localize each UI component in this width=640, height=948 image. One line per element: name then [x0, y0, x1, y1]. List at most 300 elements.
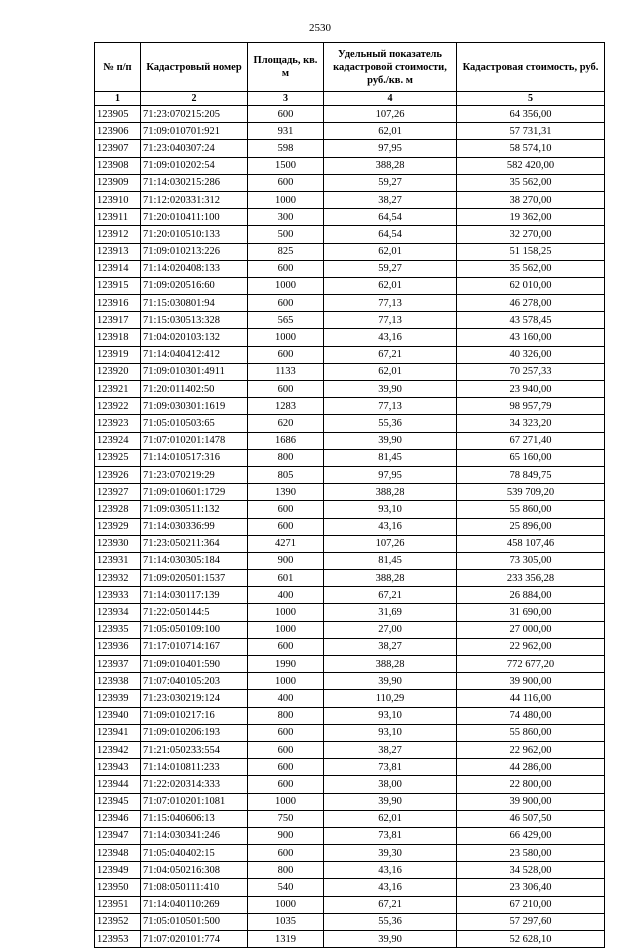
row-number: 123951 [95, 896, 141, 913]
table-row [95, 793, 605, 810]
table-row [95, 827, 605, 844]
cadastral-cost: 43 160,00 [457, 329, 605, 346]
area-value: 931 [248, 123, 324, 140]
cadastral-number: 71:22:020314:333 [141, 776, 248, 793]
table-row [95, 810, 605, 827]
table-row [95, 587, 605, 604]
row-number: 123909 [95, 174, 141, 191]
unit-value: 388,28 [324, 157, 457, 174]
cadastral-number: 71:09:010206:193 [141, 724, 248, 741]
table-row [95, 501, 605, 518]
cadastral-number: 71:20:010510:133 [141, 226, 248, 243]
unit-value: 388,28 [324, 656, 457, 673]
table-row [95, 484, 605, 501]
row-number: 123908 [95, 157, 141, 174]
cadastral-number: 71:09:010701:921 [141, 123, 248, 140]
cadastral-number: 71:23:030219:124 [141, 690, 248, 707]
cadastral-number: 71:14:030215:286 [141, 174, 248, 191]
cadastral-cost: 74 480,00 [457, 707, 605, 724]
page-number: 2530 [309, 22, 331, 34]
area-value: 1319 [248, 931, 324, 948]
area-value: 750 [248, 810, 324, 827]
unit-value: 77,13 [324, 398, 457, 415]
cadastral-cost: 70 257,33 [457, 363, 605, 380]
table-row [95, 570, 605, 587]
unit-value: 73,81 [324, 759, 457, 776]
cadastral-number: 71:14:010517:316 [141, 449, 248, 466]
row-number: 123914 [95, 260, 141, 277]
unit-value: 43,16 [324, 862, 457, 879]
cadastral-cost: 772 677,20 [457, 656, 605, 673]
row-number: 123949 [95, 862, 141, 879]
cadastral-cost: 25 896,00 [457, 518, 605, 535]
column-number: 5 [457, 92, 605, 106]
area-value: 800 [248, 707, 324, 724]
table-row [95, 776, 605, 793]
table-row [95, 381, 605, 398]
cadastral-cost: 65 160,00 [457, 449, 605, 466]
row-number: 123940 [95, 707, 141, 724]
cadastral-number: 71:04:020103:132 [141, 329, 248, 346]
unit-value: 39,90 [324, 793, 457, 810]
cadastral-cost: 458 107,46 [457, 535, 605, 552]
unit-value: 39,30 [324, 845, 457, 862]
cadastral-cost: 44 286,00 [457, 759, 605, 776]
cadastral-cost: 35 562,00 [457, 174, 605, 191]
area-value: 1500 [248, 157, 324, 174]
table-header-row [95, 43, 605, 92]
header-unit-value: Удельный показатель кадастровой стоимости, руб./кв. м [324, 43, 457, 92]
unit-value: 73,81 [324, 827, 457, 844]
unit-value: 55,36 [324, 913, 457, 930]
cadastral-number: 71:09:010217:16 [141, 707, 248, 724]
table-row [95, 759, 605, 776]
row-number: 123930 [95, 535, 141, 552]
unit-value: 38,27 [324, 191, 457, 208]
cadastral-cost: 46 507,50 [457, 810, 605, 827]
unit-value: 62,01 [324, 123, 457, 140]
row-number: 123952 [95, 913, 141, 930]
row-number: 123911 [95, 209, 141, 226]
cadastral-number: 71:23:070219:29 [141, 466, 248, 483]
cadastral-number: 71:23:070215:205 [141, 106, 248, 123]
cadastral-cost: 22 962,00 [457, 741, 605, 758]
area-value: 1000 [248, 793, 324, 810]
unit-value: 38,27 [324, 638, 457, 655]
cadastral-cost: 51 158,25 [457, 243, 605, 260]
cadastral-cost: 62 010,00 [457, 277, 605, 294]
cadastral-number: 71:20:010411:100 [141, 209, 248, 226]
unit-value: 388,28 [324, 484, 457, 501]
row-number: 123934 [95, 604, 141, 621]
row-number: 123917 [95, 312, 141, 329]
table-row [95, 363, 605, 380]
cadastral-cost: 67 271,40 [457, 432, 605, 449]
cadastral-cost: 23 580,00 [457, 845, 605, 862]
row-number: 123936 [95, 638, 141, 655]
cadastral-cost: 35 562,00 [457, 260, 605, 277]
row-number: 123947 [95, 827, 141, 844]
area-value: 1686 [248, 432, 324, 449]
row-number: 123920 [95, 363, 141, 380]
unit-value: 43,16 [324, 329, 457, 346]
area-value: 540 [248, 879, 324, 896]
table-row [95, 174, 605, 191]
area-value: 600 [248, 776, 324, 793]
unit-value: 62,01 [324, 363, 457, 380]
area-value: 598 [248, 140, 324, 157]
row-number: 123938 [95, 673, 141, 690]
area-value: 600 [248, 638, 324, 655]
area-value: 600 [248, 759, 324, 776]
table-row [95, 673, 605, 690]
unit-value: 93,10 [324, 501, 457, 518]
unit-value: 81,45 [324, 552, 457, 569]
area-value: 600 [248, 260, 324, 277]
cadastral-cost: 55 860,00 [457, 724, 605, 741]
row-number: 123937 [95, 656, 141, 673]
unit-value: 97,95 [324, 140, 457, 157]
cadastral-number: 71:14:040412:412 [141, 346, 248, 363]
cadastral-number: 71:09:010601:1729 [141, 484, 248, 501]
cadastral-number: 71:22:050144:5 [141, 604, 248, 621]
header-number: № п/п [95, 43, 141, 92]
cadastral-cost: 22 962,00 [457, 638, 605, 655]
cadastral-cost: 34 323,20 [457, 415, 605, 432]
row-number: 123953 [95, 931, 141, 948]
area-value: 400 [248, 587, 324, 604]
cadastral-number: 71:05:010501:500 [141, 913, 248, 930]
cadastral-number: 71:09:010301:4911 [141, 363, 248, 380]
unit-value: 67,21 [324, 896, 457, 913]
cadastral-number: 71:15:040606:13 [141, 810, 248, 827]
cadastral-number: 71:14:030336:99 [141, 518, 248, 535]
table-row [95, 140, 605, 157]
unit-value: 81,45 [324, 449, 457, 466]
cadastral-cost: 32 270,00 [457, 226, 605, 243]
unit-value: 59,27 [324, 174, 457, 191]
table-row [95, 432, 605, 449]
header-area: Площадь, кв. м [248, 43, 324, 92]
cadastral-number: 71:05:040402:15 [141, 845, 248, 862]
cadastral-cost: 55 860,00 [457, 501, 605, 518]
table-row [95, 157, 605, 174]
unit-value: 64,54 [324, 226, 457, 243]
unit-value: 93,10 [324, 707, 457, 724]
area-value: 600 [248, 724, 324, 741]
unit-value: 39,90 [324, 931, 457, 948]
cadastral-number: 71:20:011402:50 [141, 381, 248, 398]
area-value: 565 [248, 312, 324, 329]
unit-value: 93,10 [324, 724, 457, 741]
cadastral-number: 71:15:030801:94 [141, 295, 248, 312]
area-value: 600 [248, 295, 324, 312]
row-number: 123948 [95, 845, 141, 862]
area-value: 400 [248, 690, 324, 707]
area-value: 1000 [248, 277, 324, 294]
area-value: 600 [248, 501, 324, 518]
cadastral-cost: 73 305,00 [457, 552, 605, 569]
cadastral-number: 71:09:030511:132 [141, 501, 248, 518]
cadastral-cost: 39 900,00 [457, 793, 605, 810]
area-value: 600 [248, 174, 324, 191]
cadastral-cost: 23 940,00 [457, 381, 605, 398]
table-row [95, 862, 605, 879]
cadastral-number: 71:04:050216:308 [141, 862, 248, 879]
table-row [95, 621, 605, 638]
unit-value: 64,54 [324, 209, 457, 226]
table-row [95, 398, 605, 415]
table-row [95, 724, 605, 741]
table-row [95, 415, 605, 432]
unit-value: 31,69 [324, 604, 457, 621]
row-number: 123942 [95, 741, 141, 758]
unit-value: 39,90 [324, 673, 457, 690]
area-value: 601 [248, 570, 324, 587]
cadastral-number: 71:08:050111:410 [141, 879, 248, 896]
unit-value: 39,90 [324, 432, 457, 449]
area-value: 1990 [248, 656, 324, 673]
cadastral-cost: 67 210,00 [457, 896, 605, 913]
row-number: 123913 [95, 243, 141, 260]
area-value: 1000 [248, 329, 324, 346]
row-number: 123931 [95, 552, 141, 569]
column-number-row [95, 92, 605, 106]
row-number: 123919 [95, 346, 141, 363]
area-value: 600 [248, 518, 324, 535]
area-value: 1000 [248, 673, 324, 690]
header-cadastral-number: Кадастровый номер [141, 43, 248, 92]
cadastral-cost: 39 900,00 [457, 673, 605, 690]
cadastral-cost: 19 362,00 [457, 209, 605, 226]
cadastral-number: 71:14:030117:139 [141, 587, 248, 604]
cadastral-number: 71:17:010714:167 [141, 638, 248, 655]
unit-value: 67,21 [324, 587, 457, 604]
cadastral-cost: 58 574,10 [457, 140, 605, 157]
column-number: 4 [324, 92, 457, 106]
cadastral-number: 71:07:040105:203 [141, 673, 248, 690]
row-number: 123928 [95, 501, 141, 518]
area-value: 600 [248, 741, 324, 758]
unit-value: 97,95 [324, 466, 457, 483]
cadastral-number: 71:23:040307:24 [141, 140, 248, 157]
table-row [95, 690, 605, 707]
row-number: 123945 [95, 793, 141, 810]
unit-value: 43,16 [324, 518, 457, 535]
row-number: 123915 [95, 277, 141, 294]
unit-value: 77,13 [324, 295, 457, 312]
row-number: 123932 [95, 570, 141, 587]
cadastral-number: 71:14:010811:233 [141, 759, 248, 776]
unit-value: 388,28 [324, 570, 457, 587]
area-value: 825 [248, 243, 324, 260]
cadastral-number: 71:23:050211:364 [141, 535, 248, 552]
unit-value: 38,27 [324, 741, 457, 758]
table-row [95, 466, 605, 483]
area-value: 800 [248, 449, 324, 466]
row-number: 123907 [95, 140, 141, 157]
cadastral-number: 71:05:010503:65 [141, 415, 248, 432]
table-row [95, 209, 605, 226]
cadastral-cost: 38 270,00 [457, 191, 605, 208]
area-value: 1133 [248, 363, 324, 380]
table-row [95, 295, 605, 312]
area-value: 800 [248, 862, 324, 879]
table-row [95, 552, 605, 569]
unit-value: 62,01 [324, 277, 457, 294]
cadastral-cost: 27 000,00 [457, 621, 605, 638]
table-row [95, 879, 605, 896]
row-number: 123924 [95, 432, 141, 449]
area-value: 1000 [248, 896, 324, 913]
table-row [95, 243, 605, 260]
area-value: 1000 [248, 621, 324, 638]
table-row [95, 707, 605, 724]
row-number: 123926 [95, 466, 141, 483]
table-row [95, 913, 605, 930]
area-value: 600 [248, 346, 324, 363]
unit-value: 59,27 [324, 260, 457, 277]
table-row [95, 277, 605, 294]
cadastral-number: 71:07:010201:1081 [141, 793, 248, 810]
cadastral-number: 71:12:020331:312 [141, 191, 248, 208]
area-value: 1035 [248, 913, 324, 930]
cadastral-cost: 43 578,45 [457, 312, 605, 329]
column-number: 1 [95, 92, 141, 106]
cadastral-cost: 233 356,28 [457, 570, 605, 587]
cadastral-number: 71:07:020101:774 [141, 931, 248, 948]
row-number: 123935 [95, 621, 141, 638]
cadastral-cost: 66 429,00 [457, 827, 605, 844]
area-value: 4271 [248, 535, 324, 552]
row-number: 123944 [95, 776, 141, 793]
cadastral-number: 71:15:030513:328 [141, 312, 248, 329]
table-row [95, 312, 605, 329]
table-row [95, 260, 605, 277]
cadastral-number: 71:14:030305:184 [141, 552, 248, 569]
cadastral-number: 71:09:010401:590 [141, 656, 248, 673]
cadastral-number: 71:09:030301:1619 [141, 398, 248, 415]
table-row [95, 518, 605, 535]
cadastral-cost: 22 800,00 [457, 776, 605, 793]
cadastral-cost: 44 116,00 [457, 690, 605, 707]
row-number: 123941 [95, 724, 141, 741]
cadastral-cost: 31 690,00 [457, 604, 605, 621]
row-number: 123925 [95, 449, 141, 466]
cadastral-number: 71:09:020516:60 [141, 277, 248, 294]
row-number: 123916 [95, 295, 141, 312]
cadastral-number: 71:14:020408:133 [141, 260, 248, 277]
cadastral-number: 71:14:030341:246 [141, 827, 248, 844]
table-row [95, 346, 605, 363]
unit-value: 38,00 [324, 776, 457, 793]
table-row [95, 226, 605, 243]
table-row [95, 604, 605, 621]
cadastral-cost: 46 278,00 [457, 295, 605, 312]
row-number: 123912 [95, 226, 141, 243]
cadastral-number: 71:09:010213:226 [141, 243, 248, 260]
area-value: 620 [248, 415, 324, 432]
cadastral-cost: 40 326,00 [457, 346, 605, 363]
row-number: 123950 [95, 879, 141, 896]
area-value: 600 [248, 381, 324, 398]
area-value: 600 [248, 106, 324, 123]
row-number: 123933 [95, 587, 141, 604]
cadastral-cost: 26 884,00 [457, 587, 605, 604]
unit-value: 27,00 [324, 621, 457, 638]
area-value: 600 [248, 845, 324, 862]
table-row [95, 329, 605, 346]
cadastral-cost: 582 420,00 [457, 157, 605, 174]
unit-value: 77,13 [324, 312, 457, 329]
cadastral-cost: 64 356,00 [457, 106, 605, 123]
cadastral-number: 71:21:050233:554 [141, 741, 248, 758]
row-number: 123946 [95, 810, 141, 827]
cadastral-value-table [94, 42, 605, 948]
cadastral-number: 71:09:010202:54 [141, 157, 248, 174]
cadastral-cost: 57 731,31 [457, 123, 605, 140]
table-row [95, 449, 605, 466]
row-number: 123943 [95, 759, 141, 776]
row-number: 123922 [95, 398, 141, 415]
unit-value: 62,01 [324, 810, 457, 827]
unit-value: 43,16 [324, 879, 457, 896]
table-row [95, 741, 605, 758]
unit-value: 67,21 [324, 346, 457, 363]
cadastral-cost: 34 528,00 [457, 862, 605, 879]
unit-value: 55,36 [324, 415, 457, 432]
area-value: 300 [248, 209, 324, 226]
cadastral-number: 71:07:010201:1478 [141, 432, 248, 449]
table-row [95, 931, 605, 948]
cadastral-cost: 57 297,60 [457, 913, 605, 930]
area-value: 1283 [248, 398, 324, 415]
table-row [95, 638, 605, 655]
cadastral-number: 71:09:020501:1537 [141, 570, 248, 587]
cadastral-cost: 98 957,79 [457, 398, 605, 415]
table-row [95, 123, 605, 140]
row-number: 123929 [95, 518, 141, 535]
cadastral-cost: 52 628,10 [457, 931, 605, 948]
table-row [95, 656, 605, 673]
row-number: 123906 [95, 123, 141, 140]
table-row [95, 106, 605, 123]
row-number: 123927 [95, 484, 141, 501]
area-value: 1390 [248, 484, 324, 501]
table-row [95, 191, 605, 208]
row-number: 123905 [95, 106, 141, 123]
row-number: 123910 [95, 191, 141, 208]
row-number: 123923 [95, 415, 141, 432]
column-number: 3 [248, 92, 324, 106]
area-value: 900 [248, 827, 324, 844]
column-number: 2 [141, 92, 248, 106]
cadastral-cost: 78 849,75 [457, 466, 605, 483]
cadastral-number: 71:14:040110:269 [141, 896, 248, 913]
area-value: 900 [248, 552, 324, 569]
table-body [95, 106, 605, 948]
row-number: 123918 [95, 329, 141, 346]
unit-value: 110,29 [324, 690, 457, 707]
unit-value: 62,01 [324, 243, 457, 260]
area-value: 1000 [248, 191, 324, 208]
unit-value: 107,26 [324, 106, 457, 123]
unit-value: 39,90 [324, 381, 457, 398]
cadastral-cost: 539 709,20 [457, 484, 605, 501]
unit-value: 107,26 [324, 535, 457, 552]
area-value: 1000 [248, 604, 324, 621]
cadastral-number: 71:05:050109:100 [141, 621, 248, 638]
